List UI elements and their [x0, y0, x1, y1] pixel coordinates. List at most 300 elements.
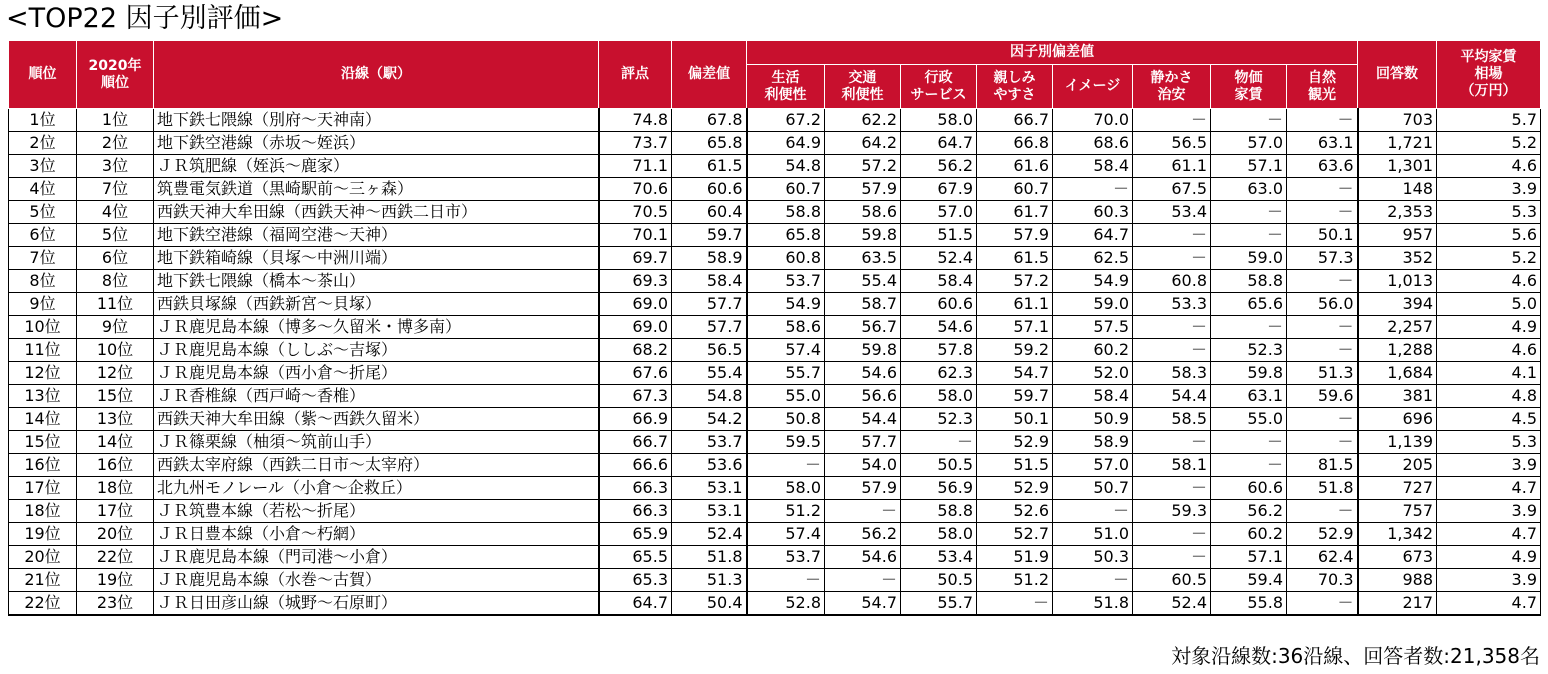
factor-cell: 59.8 [825, 224, 901, 247]
deviation-cell: 53.1 [672, 500, 747, 523]
deviation-cell: 55.4 [672, 362, 747, 385]
factor-cell: 61.1 [977, 293, 1053, 316]
table-row [9, 431, 1541, 454]
rank-cell: 8位 [9, 270, 77, 293]
factor-cell: 54.9 [747, 293, 825, 316]
factor-cell: 54.8 [747, 155, 825, 178]
rent-cell: 5.0 [1437, 293, 1541, 316]
deviation-cell: 54.2 [672, 408, 747, 431]
prev-rank-cell: 19位 [77, 569, 154, 592]
factor-cell: 70.3 [1287, 569, 1358, 592]
prev-rank-cell: 14位 [77, 431, 154, 454]
deviation-cell: 52.4 [672, 523, 747, 546]
rank-cell: 14位 [9, 408, 77, 431]
factor-cell: 50.9 [1053, 408, 1133, 431]
factor-cell: 52.3 [1211, 339, 1287, 362]
responses-cell: 1,301 [1358, 155, 1437, 178]
responses-cell: 1,013 [1358, 270, 1437, 293]
factor-cell: 63.6 [1287, 155, 1358, 178]
rank-cell: 22位 [9, 592, 77, 616]
factor-cell: 57.9 [977, 224, 1053, 247]
rank-cell: 7位 [9, 247, 77, 270]
deviation-cell: 58.9 [672, 247, 747, 270]
factor-cell: 60.7 [977, 178, 1053, 201]
factor-cell: 60.7 [747, 178, 825, 201]
rank-cell: 12位 [9, 362, 77, 385]
factor-cell: 64.9 [747, 132, 825, 155]
rent-cell: 4.6 [1437, 155, 1541, 178]
rank-cell: 15位 [9, 431, 77, 454]
rent-cell: 5.2 [1437, 132, 1541, 155]
factor-cell: － [1133, 224, 1211, 247]
rent-cell: 4.6 [1437, 270, 1541, 293]
responses-cell: 703 [1358, 109, 1437, 132]
header-rent: 平均家賃 相場 （万円） [1437, 41, 1541, 109]
factor-cell: 60.6 [1211, 477, 1287, 500]
header-factor-4: イメージ [1053, 65, 1133, 109]
factor-cell: 58.4 [1053, 155, 1133, 178]
factor-cell: 52.8 [747, 592, 825, 616]
factor-cell: 52.4 [901, 247, 977, 270]
rent-cell: 4.7 [1437, 477, 1541, 500]
factor-cell: 52.4 [1133, 592, 1211, 616]
table-row [9, 293, 1541, 316]
prev-rank-cell: 10位 [77, 339, 154, 362]
deviation-cell: 56.5 [672, 339, 747, 362]
deviation-cell: 51.3 [672, 569, 747, 592]
responses-cell: 217 [1358, 592, 1437, 616]
factor-cell: 58.7 [825, 293, 901, 316]
header-factor-1: 交通 利便性 [825, 65, 901, 109]
rank-cell: 9位 [9, 293, 77, 316]
score-cell: 67.3 [599, 385, 672, 408]
factor-cell: 63.5 [825, 247, 901, 270]
score-cell: 70.1 [599, 224, 672, 247]
header-factor-5: 静かさ 治安 [1133, 65, 1211, 109]
factor-cell: 54.7 [825, 592, 901, 616]
factor-cell: 56.6 [825, 385, 901, 408]
deviation-cell: 59.7 [672, 224, 747, 247]
factor-cell: 56.2 [901, 155, 977, 178]
factor-cell: 50.1 [977, 408, 1053, 431]
prev-rank-cell: 8位 [77, 270, 154, 293]
factor-cell: 60.2 [1053, 339, 1133, 362]
factor-cell: 60.2 [1211, 523, 1287, 546]
factor-cell: － [1287, 431, 1358, 454]
factor-cell: － [1287, 408, 1358, 431]
factor-cell: － [1133, 316, 1211, 339]
prev-rank-cell: 18位 [77, 477, 154, 500]
header-responses: 回答数 [1358, 41, 1437, 109]
prev-rank-cell: 20位 [77, 523, 154, 546]
responses-cell: 673 [1358, 546, 1437, 569]
factor-cell: 59.8 [1211, 362, 1287, 385]
factor-cell: 52.3 [901, 408, 977, 431]
rent-cell: 4.7 [1437, 523, 1541, 546]
factor-cell: 66.8 [977, 132, 1053, 155]
factor-cell: 56.7 [825, 316, 901, 339]
responses-cell: 757 [1358, 500, 1437, 523]
factor-cell: 57.1 [977, 316, 1053, 339]
header-factor-2: 行政 サービス [901, 65, 977, 109]
rent-cell: 4.9 [1437, 546, 1541, 569]
factor-cell: 67.2 [747, 109, 825, 132]
factor-cell: － [825, 500, 901, 523]
prev-rank-cell: 5位 [77, 224, 154, 247]
line-name-cell: ＪＲ筑豊本線（若松～折尾） [154, 500, 599, 523]
factor-cell: 61.5 [977, 247, 1053, 270]
prev-rank-cell: 17位 [77, 500, 154, 523]
factor-cell: － [1287, 339, 1358, 362]
factor-cell: 58.5 [1133, 408, 1211, 431]
line-name-cell: ＪＲ鹿児島本線（ししぶ～吉塚） [154, 339, 599, 362]
factor-cell: 62.5 [1053, 247, 1133, 270]
table-row [9, 155, 1541, 178]
factor-cell: 62.2 [825, 109, 901, 132]
line-name-cell: 西鉄天神大牟田線（西鉄天神～西鉄二日市） [154, 201, 599, 224]
factor-cell: 60.8 [747, 247, 825, 270]
factor-cell: － [1133, 431, 1211, 454]
factor-cell: － [977, 592, 1053, 616]
deviation-cell: 54.8 [672, 385, 747, 408]
rank-cell: 4位 [9, 178, 77, 201]
factor-cell: － [1211, 201, 1287, 224]
factor-cell: 58.6 [825, 201, 901, 224]
rank-cell: 10位 [9, 316, 77, 339]
table-row [9, 132, 1541, 155]
factor-cell: － [1287, 592, 1358, 616]
ranking-table [8, 40, 1541, 616]
factor-cell: 54.6 [825, 546, 901, 569]
responses-cell: 727 [1358, 477, 1437, 500]
factor-cell: 50.8 [747, 408, 825, 431]
factor-cell: 56.0 [1287, 293, 1358, 316]
line-name-cell: ＪＲ筑肥線（姪浜～鹿家） [154, 155, 599, 178]
factor-cell: － [747, 454, 825, 477]
line-name-cell: 地下鉄七隈線（橋本～茶山） [154, 270, 599, 293]
score-cell: 68.2 [599, 339, 672, 362]
score-cell: 64.7 [599, 592, 672, 616]
factor-cell: 54.4 [825, 408, 901, 431]
table-row [9, 109, 1541, 132]
factor-cell: 67.9 [901, 178, 977, 201]
responses-cell: 205 [1358, 454, 1437, 477]
rent-cell: 4.6 [1437, 339, 1541, 362]
factor-cell: － [1133, 546, 1211, 569]
factor-cell: 64.7 [901, 132, 977, 155]
factor-cell: 59.5 [747, 431, 825, 454]
rent-cell: 3.9 [1437, 454, 1541, 477]
line-name-cell: ＪＲ鹿児島本線（西小倉～折尾） [154, 362, 599, 385]
factor-cell: 52.9 [977, 431, 1053, 454]
header-deviation: 偏差値 [672, 41, 747, 109]
factor-cell: 58.3 [1133, 362, 1211, 385]
table-row [9, 201, 1541, 224]
factor-cell: 51.5 [901, 224, 977, 247]
responses-cell: 148 [1358, 178, 1437, 201]
line-name-cell: 筑豊電気鉄道（黒崎駅前～三ヶ森） [154, 178, 599, 201]
factor-cell: 66.7 [977, 109, 1053, 132]
factor-cell: 59.6 [1287, 385, 1358, 408]
factor-cell: 65.8 [747, 224, 825, 247]
factor-cell: 59.4 [1211, 569, 1287, 592]
table-row [9, 247, 1541, 270]
factor-cell: － [1211, 224, 1287, 247]
factor-cell: 64.2 [825, 132, 901, 155]
table-row [9, 224, 1541, 247]
factor-cell: 58.0 [747, 477, 825, 500]
score-cell: 66.3 [599, 500, 672, 523]
table-row [9, 500, 1541, 523]
factor-cell: － [1211, 431, 1287, 454]
line-name-cell: ＪＲ日田彦山線（城野～石原町） [154, 592, 599, 616]
factor-cell: 56.2 [825, 523, 901, 546]
rent-cell: 5.2 [1437, 247, 1541, 270]
factor-cell: 60.8 [1133, 270, 1211, 293]
rank-cell: 19位 [9, 523, 77, 546]
prev-rank-cell: 11位 [77, 293, 154, 316]
factor-cell: 61.7 [977, 201, 1053, 224]
factor-cell: － [1287, 109, 1358, 132]
factor-cell: 58.8 [1211, 270, 1287, 293]
deviation-cell: 57.7 [672, 316, 747, 339]
line-name-cell: ＪＲ鹿児島本線（門司港～小倉） [154, 546, 599, 569]
table-row [9, 546, 1541, 569]
factor-cell: 60.5 [1133, 569, 1211, 592]
line-name-cell: ＪＲ日豊本線（小倉～朽網） [154, 523, 599, 546]
factor-cell: 50.7 [1053, 477, 1133, 500]
line-name-cell: ＪＲ篠栗線（柚須～筑前山手） [154, 431, 599, 454]
factor-cell: 57.0 [1211, 132, 1287, 155]
factor-cell: 54.4 [1133, 385, 1211, 408]
factor-cell: 55.7 [901, 592, 977, 616]
factor-cell: 68.6 [1053, 132, 1133, 155]
factor-cell: － [901, 431, 977, 454]
line-name-cell: 北九州モノレール（小倉～企救丘） [154, 477, 599, 500]
factor-cell: 64.7 [1053, 224, 1133, 247]
rank-cell: 13位 [9, 385, 77, 408]
factor-cell: 58.4 [1053, 385, 1133, 408]
score-cell: 66.7 [599, 431, 672, 454]
responses-cell: 1,684 [1358, 362, 1437, 385]
factor-cell: 61.1 [1133, 155, 1211, 178]
page-title: <TOP22 因子別評価> [6, 3, 284, 34]
factor-cell: 70.0 [1053, 109, 1133, 132]
score-cell: 66.6 [599, 454, 672, 477]
rank-cell: 11位 [9, 339, 77, 362]
factor-cell: 55.7 [747, 362, 825, 385]
factor-cell: 57.8 [901, 339, 977, 362]
deviation-cell: 57.7 [672, 293, 747, 316]
factor-cell: 58.0 [901, 109, 977, 132]
prev-rank-cell: 2位 [77, 132, 154, 155]
prev-rank-cell: 15位 [77, 385, 154, 408]
rent-cell: 3.9 [1437, 178, 1541, 201]
factor-cell: 59.3 [1133, 500, 1211, 523]
prev-rank-cell: 16位 [77, 454, 154, 477]
prev-rank-cell: 7位 [77, 178, 154, 201]
rent-cell: 4.1 [1437, 362, 1541, 385]
table-row [9, 339, 1541, 362]
line-name-cell: 地下鉄箱崎線（貝塚～中洲川端） [154, 247, 599, 270]
factor-cell: － [1287, 178, 1358, 201]
rent-cell: 5.7 [1437, 109, 1541, 132]
responses-cell: 988 [1358, 569, 1437, 592]
factor-cell: 58.9 [1053, 431, 1133, 454]
factor-cell: 53.7 [747, 546, 825, 569]
responses-cell: 1,288 [1358, 339, 1437, 362]
factor-cell: 55.4 [825, 270, 901, 293]
rent-cell: 4.8 [1437, 385, 1541, 408]
factor-cell: 51.3 [1287, 362, 1358, 385]
factor-cell: 63.1 [1211, 385, 1287, 408]
factor-cell: 81.5 [1287, 454, 1358, 477]
factor-cell: 57.5 [1053, 316, 1133, 339]
factor-cell: 59.0 [1053, 293, 1133, 316]
score-cell: 65.3 [599, 569, 672, 592]
table-row [9, 454, 1541, 477]
factor-cell: 57.9 [825, 477, 901, 500]
factor-cell: 58.8 [901, 500, 977, 523]
factor-cell: 59.7 [977, 385, 1053, 408]
factor-cell: 54.0 [825, 454, 901, 477]
prev-rank-cell: 9位 [77, 316, 154, 339]
deviation-cell: 67.8 [672, 109, 747, 132]
factor-cell: 51.8 [1053, 592, 1133, 616]
responses-cell: 2,257 [1358, 316, 1437, 339]
factor-cell: 58.0 [901, 523, 977, 546]
rank-cell: 18位 [9, 500, 77, 523]
factor-cell: 55.0 [747, 385, 825, 408]
factor-cell: － [1133, 339, 1211, 362]
table-row [9, 569, 1541, 592]
score-cell: 69.3 [599, 270, 672, 293]
factor-cell: － [1133, 109, 1211, 132]
score-cell: 66.3 [599, 477, 672, 500]
header-line: 沿線（駅） [154, 41, 599, 109]
line-name-cell: 西鉄貝塚線（西鉄新宮～貝塚） [154, 293, 599, 316]
header-factor-7: 自然 観光 [1287, 65, 1358, 109]
responses-cell: 957 [1358, 224, 1437, 247]
score-cell: 73.7 [599, 132, 672, 155]
factor-cell: 55.0 [1211, 408, 1287, 431]
factor-cell: 56.5 [1133, 132, 1211, 155]
rent-cell: 3.9 [1437, 500, 1541, 523]
factor-cell: 58.4 [901, 270, 977, 293]
factor-cell: － [825, 569, 901, 592]
table-row [9, 385, 1541, 408]
factor-cell: 57.0 [901, 201, 977, 224]
factor-cell: 51.2 [977, 569, 1053, 592]
factor-cell: 52.0 [1053, 362, 1133, 385]
factor-cell: － [1211, 109, 1287, 132]
factor-cell: 59.2 [977, 339, 1053, 362]
rent-cell: 4.7 [1437, 592, 1541, 616]
deviation-cell: 51.8 [672, 546, 747, 569]
factor-cell: 51.8 [1287, 477, 1358, 500]
deviation-cell: 53.1 [672, 477, 747, 500]
factor-cell: 51.2 [747, 500, 825, 523]
rank-cell: 2位 [9, 132, 77, 155]
factor-cell: － [1211, 454, 1287, 477]
rank-cell: 1位 [9, 109, 77, 132]
factor-cell: 51.0 [1053, 523, 1133, 546]
factor-cell: 59.0 [1211, 247, 1287, 270]
rent-cell: 4.9 [1437, 316, 1541, 339]
line-name-cell: 地下鉄空港線（福岡空港～天神） [154, 224, 599, 247]
factor-cell: － [1211, 316, 1287, 339]
factor-cell: 58.1 [1133, 454, 1211, 477]
table-row [9, 362, 1541, 385]
prev-rank-cell: 3位 [77, 155, 154, 178]
factor-cell: 57.9 [825, 178, 901, 201]
rank-cell: 17位 [9, 477, 77, 500]
table-row [9, 270, 1541, 293]
line-name-cell: 地下鉄空港線（赤坂～姪浜） [154, 132, 599, 155]
factor-cell: 57.2 [977, 270, 1053, 293]
rent-cell: 5.3 [1437, 201, 1541, 224]
factor-cell: － [1287, 270, 1358, 293]
factor-cell: 57.0 [1053, 454, 1133, 477]
line-name-cell: ＪＲ香椎線（西戸崎～香椎） [154, 385, 599, 408]
deviation-cell: 61.5 [672, 155, 747, 178]
factor-cell: 50.3 [1053, 546, 1133, 569]
factor-cell: － [1053, 569, 1133, 592]
factor-cell: － [1053, 178, 1133, 201]
header-rank: 順位 [9, 41, 77, 109]
prev-rank-cell: 12位 [77, 362, 154, 385]
score-cell: 70.6 [599, 178, 672, 201]
responses-cell: 381 [1358, 385, 1437, 408]
prev-rank-cell: 22位 [77, 546, 154, 569]
prev-rank-cell: 4位 [77, 201, 154, 224]
factor-cell: 57.2 [825, 155, 901, 178]
responses-cell: 1,139 [1358, 431, 1437, 454]
table-row [9, 316, 1541, 339]
rent-cell: 4.5 [1437, 408, 1541, 431]
rank-cell: 5位 [9, 201, 77, 224]
score-cell: 66.9 [599, 408, 672, 431]
factor-cell: 57.4 [747, 339, 825, 362]
score-cell: 69.0 [599, 316, 672, 339]
responses-cell: 696 [1358, 408, 1437, 431]
responses-cell: 2,353 [1358, 201, 1437, 224]
responses-cell: 352 [1358, 247, 1437, 270]
factor-cell: 63.0 [1211, 178, 1287, 201]
factor-cell: 59.8 [825, 339, 901, 362]
score-cell: 69.7 [599, 247, 672, 270]
header-factor-6: 物価 家賃 [1211, 65, 1287, 109]
factor-cell: 50.1 [1287, 224, 1358, 247]
rent-cell: 3.9 [1437, 569, 1541, 592]
factor-cell: 54.6 [825, 362, 901, 385]
line-name-cell: 地下鉄七隈線（別府～天神南） [154, 109, 599, 132]
factor-cell: 58.0 [901, 385, 977, 408]
prev-rank-cell: 6位 [77, 247, 154, 270]
deviation-cell: 50.4 [672, 592, 747, 616]
deviation-cell: 65.8 [672, 132, 747, 155]
factor-cell: 58.6 [747, 316, 825, 339]
line-name-cell: 西鉄太宰府線（西鉄二日市～太宰府） [154, 454, 599, 477]
deviation-cell: 53.6 [672, 454, 747, 477]
factor-cell: － [1133, 523, 1211, 546]
factor-cell: － [1287, 201, 1358, 224]
factor-cell: 52.9 [1287, 523, 1358, 546]
score-cell: 65.9 [599, 523, 672, 546]
table-row [9, 178, 1541, 201]
factor-cell: 52.6 [977, 500, 1053, 523]
factor-cell: － [1053, 500, 1133, 523]
